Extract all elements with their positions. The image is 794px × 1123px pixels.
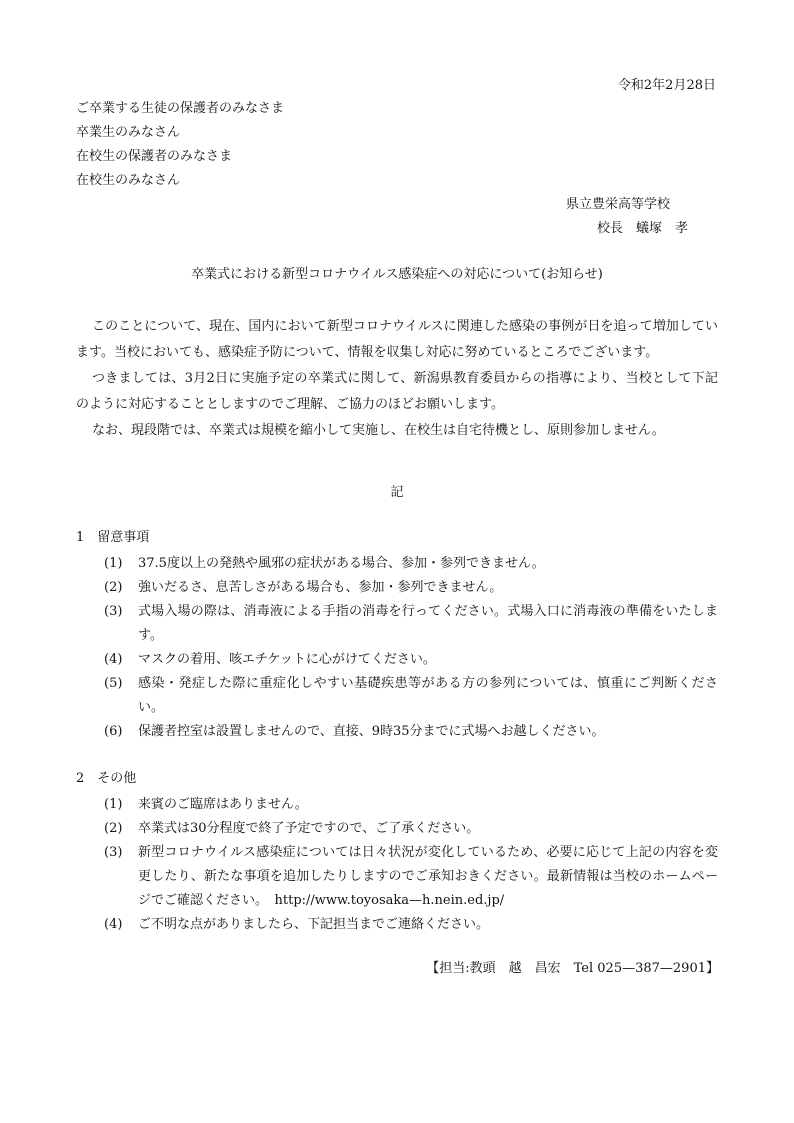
section-heading: 2 その他 [76,771,137,786]
list-item [104,648,718,672]
item-number: (1) [104,797,123,812]
list-item [104,600,718,648]
list-item [104,672,718,720]
list-item [104,817,718,841]
item-text: 来賓のご臨席はありません。 [138,797,308,812]
sender-school: 県立豊栄高等学校 [566,197,671,212]
list-item [104,913,718,937]
recipient-line: ご卒業する生徒の保護者のみなさま [76,101,285,116]
item-text: 37.5度以上の発熱や風邪の症状がある場合、参加・参列できません。 [138,556,545,571]
item-number: (2) [104,580,123,595]
section-heading: 1 留意事項 [76,530,150,545]
item-number: (5) [104,676,123,691]
item-text: 強いだるさ、息苦しさがある場合も、参加・参列できません。 [138,580,503,595]
document-title: 卒業式における新型コロナウイルス感染症への対応について(お知らせ) [191,267,603,282]
body-paragraph: つきましては、3月2日に実施予定の卒業式に関して、新潟県教育委員からの指導により、当校として下記のように対応することとしますのでご理解、ご協力のほどお願いします。 [76,371,718,412]
item-number: (1) [104,556,123,571]
item-text: 保護者控室は設置しませんので、直接、9時35分までに式場へお越しください。 [138,724,605,739]
item-text: ご不明な点がありましたら、下記担当までご連絡ください。 [138,917,490,932]
list-item [104,841,718,913]
list-item [104,552,718,576]
item-text: 新型コロナウイルス感染症については日々状況が変化しているため、必要に応じて上記の内容を変更したり、新たな事項を追加したりしますのでご承知おきください。最新情報は当校のホームページでご確認ください。 http://www.toyosaka—h.nein.ed.jp/ [138,845,718,908]
contact-info: 【担当:教頭 越 昌宏 Tel 025—387—2901】 [426,961,719,976]
item-number: (3) [104,604,123,619]
item-text: 式場入場の際は、消毒液による手指の消毒を行ってください。式場入口に消毒液の準備をいたします。 [138,604,718,643]
item-number: (6) [104,724,123,739]
item-number: (4) [104,652,123,667]
sender-principal: 校長 蟻塚 孝 [597,221,689,236]
list-item [104,720,718,744]
list-item [104,576,718,600]
item-number: (3) [104,845,123,860]
item-number: (2) [104,821,123,836]
body-paragraph: なお、現段階では、卒業式は規模を縮小して実施し、在校生は自宅待機とし、原則参加しません。 [92,423,665,438]
item-text: 感染・発症した際に重症化しやすい基礎疾患等がある方の参列については、慎重にご判断ください。 [138,676,718,715]
recipient-line: 卒業生のみなさん [76,125,181,140]
list-item [104,793,718,817]
item-text: 卒業式は30分程度で終了予定ですので、ご了承ください。 [138,821,480,836]
item-text: マスクの着用、咳エチケットに心がけてください。 [138,652,436,667]
recipient-line: 在校生のみなさん [76,173,181,188]
issue-date: 令和2年2月28日 [617,78,716,93]
item-number: (4) [104,917,123,932]
ki-heading: 記 [390,485,404,500]
body-paragraph: このことについて、現在、国内において新型コロナウイルスに関連した感染の事例が日を追って増加しています。当校においても、感染症予防について、情報を収集し対応に努めているところでございます。 [76,319,718,360]
recipient-line: 在校生の保護者のみなさま [76,149,233,164]
